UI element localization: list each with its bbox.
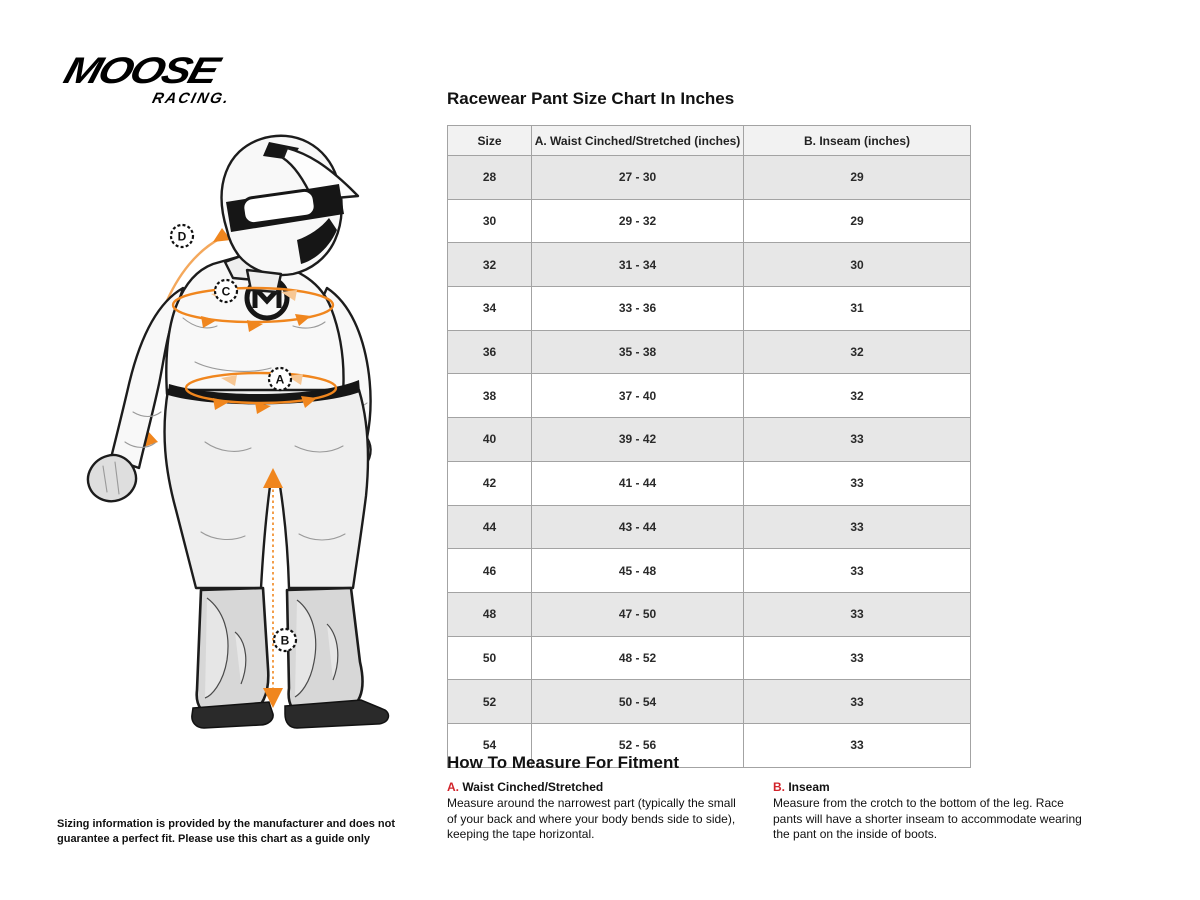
table-row: [448, 418, 971, 462]
marker-b: [274, 629, 296, 651]
table-cell: 38: [448, 374, 532, 418]
brand-logo: [60, 52, 260, 107]
table-cell: 32: [448, 243, 532, 287]
table-cell: 30: [744, 243, 971, 287]
table-cell: 27 - 30: [532, 156, 744, 200]
sizing-disclaimer: Sizing information is provided by the manufacturer and does not guarantee a perfect fit. Please use this chart as a guide only: [57, 818, 395, 846]
how-to-waist-heading: [447, 780, 747, 795]
table-cell: 48: [448, 592, 532, 636]
table-cell: 31: [744, 287, 971, 331]
svg-text:C: C: [221, 284, 231, 299]
table-row: [448, 636, 971, 680]
marker-c: [215, 280, 237, 302]
table-row: [448, 549, 971, 593]
table-row: [448, 592, 971, 636]
table-cell: 37 - 40: [532, 374, 744, 418]
column-header-size: Size: [448, 126, 532, 156]
column-header-inseam: B. Inseam (inches): [744, 126, 971, 156]
marker-a: [269, 368, 291, 390]
column-header-waist: A. Waist Cinched/Stretched (inches): [532, 126, 744, 156]
table-cell: 32: [744, 330, 971, 374]
table-cell: 32: [744, 374, 971, 418]
how-to-measure-title: How To Measure For Fitment: [447, 753, 680, 772]
table-row: [448, 287, 971, 331]
right-boot-sole: [285, 700, 388, 728]
table-cell: 43 - 44: [532, 505, 744, 549]
table-cell: 29 - 32: [532, 199, 744, 243]
table-cell: 30: [448, 199, 532, 243]
table-cell: 33: [744, 461, 971, 505]
left-glove: [88, 455, 136, 501]
rider-figure-svg: [55, 112, 425, 772]
table-cell: 31 - 34: [532, 243, 744, 287]
table-cell: 34: [448, 287, 532, 331]
measure-label-waist: Waist Cinched/Stretched: [462, 780, 604, 794]
rider-pants: [165, 390, 368, 588]
table-cell: 48 - 52: [532, 636, 744, 680]
table-cell: 46: [448, 549, 532, 593]
table-cell: 33: [744, 723, 971, 767]
table-cell: 52 - 56: [532, 723, 744, 767]
how-to-inseam-block: [773, 780, 1085, 842]
table-cell: 29: [744, 199, 971, 243]
table-cell: 33: [744, 592, 971, 636]
table-cell: 40: [448, 418, 532, 462]
size-table-body: [448, 156, 971, 768]
table-cell: 28: [448, 156, 532, 200]
table-row: [448, 461, 971, 505]
table-cell: 29: [744, 156, 971, 200]
svg-text:A: A: [275, 372, 285, 387]
table-cell: 50 - 54: [532, 680, 744, 724]
table-cell: 33: [744, 636, 971, 680]
rider-measurement-illustration: [55, 112, 425, 772]
table-cell: 45 - 48: [532, 549, 744, 593]
table-cell: 33: [744, 418, 971, 462]
table-row: [448, 156, 971, 200]
table-row: [448, 199, 971, 243]
table-cell: 52: [448, 680, 532, 724]
measure-letter-b: B.: [773, 780, 785, 794]
table-cell: 47 - 50: [532, 592, 744, 636]
table-cell: 44: [448, 505, 532, 549]
size-chart-table: [447, 125, 971, 768]
how-to-inseam-heading: [773, 780, 1085, 795]
brand-name: MOOSE: [59, 50, 223, 91]
table-cell: 39 - 42: [532, 418, 744, 462]
table-cell: 42: [448, 461, 532, 505]
measure-text-waist: Measure around the narrowest part (typically the small of your back and where your body bends side to side), keeping the tape horizontal.: [447, 796, 736, 842]
table-row: [448, 505, 971, 549]
how-to-waist-block: [447, 780, 747, 842]
table-cell: 33: [744, 549, 971, 593]
table-cell: 33: [744, 680, 971, 724]
svg-text:B: B: [280, 633, 290, 648]
table-header-row: [448, 126, 971, 156]
measure-letter-a: A.: [447, 780, 459, 794]
table-row: [448, 330, 971, 374]
brand-subname: RACING.: [150, 90, 233, 107]
table-row: [448, 374, 971, 418]
page-title: Racewear Pant Size Chart In Inches: [447, 89, 735, 108]
table-cell: 33 - 36: [532, 287, 744, 331]
table-cell: 54: [448, 723, 532, 767]
table-cell: 36: [448, 330, 532, 374]
table-row: [448, 680, 971, 724]
svg-text:D: D: [177, 229, 187, 244]
table-row: [448, 243, 971, 287]
measure-text-inseam: Measure from the crotch to the bottom of the leg. Race pants will have a shorter inseam to accommodate wearing the pant on the inside of boots.: [773, 796, 1082, 842]
measure-label-inseam: Inseam: [788, 780, 830, 794]
marker-d: [171, 225, 193, 247]
table-cell: 35 - 38: [532, 330, 744, 374]
table-cell: 33: [744, 505, 971, 549]
table-cell: 41 - 44: [532, 461, 744, 505]
table-cell: 50: [448, 636, 532, 680]
